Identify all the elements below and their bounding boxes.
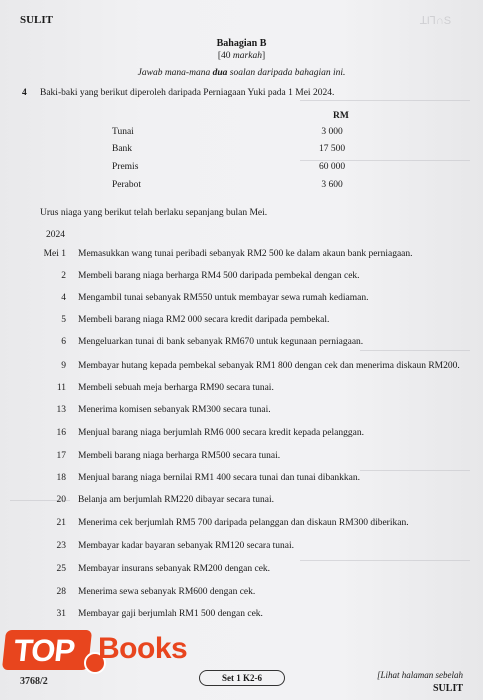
transaction-date: 20	[56, 495, 66, 505]
transaction-text: Menjual barang niaga bernilai RM1 400 secara tunai dan tunai dibankkan.	[78, 473, 361, 483]
transaction-text: Menjual barang niaga berjumlah RM6 000 secara kredit kepada pelanggan.	[78, 428, 364, 438]
balance-row	[112, 180, 362, 194]
transaction-date: 11	[56, 383, 66, 393]
transaction-text: Membayar kadar bayaran sebanyak RM120 secara tunai.	[78, 541, 295, 551]
next-page-note: [Lihat halaman sebelah	[376, 670, 463, 680]
transaction-row	[30, 495, 470, 509]
transaction-text: Memasukkan wang tunai peribadi sebanyak RM2 500 ke dalam akaun bank perniagaan.	[78, 249, 413, 259]
transaction-row	[30, 564, 470, 578]
balance-row	[112, 144, 362, 158]
transaction-date: 9	[61, 361, 66, 371]
transaction-date: 28	[56, 587, 66, 597]
transaction-date: 21	[56, 518, 66, 528]
transaction-date: 2	[61, 271, 66, 281]
transaction-row	[30, 473, 470, 487]
transaction-date: 17	[56, 451, 66, 461]
logo-books-text: Books	[98, 632, 188, 665]
transaction-row	[30, 541, 470, 555]
transaction-date: 4	[61, 293, 66, 303]
show-through-line	[300, 160, 470, 161]
transaction-row	[30, 609, 470, 623]
section-marks: [40 markah]	[217, 51, 266, 61]
question-text: Baki-baki yang berikut diperoleh daripada Perniagaan Yuki pada 1 Mei 2024.	[40, 88, 335, 98]
show-through-line	[300, 100, 470, 101]
transaction-date: 5	[61, 315, 66, 325]
transaction-text: Mengeluarkan tunai di bank sebanyak RM670 untuk kegunaan perniagaan.	[78, 337, 364, 347]
transaction-text: Membeli barang niaga berharga RM500 secara tunai.	[78, 451, 281, 461]
transaction-row	[30, 428, 470, 442]
section-title: Bahagian B	[216, 38, 267, 49]
transaction-row	[30, 405, 470, 419]
transaction-text: Menerima cek berjumlah RM5 700 daripada pelanggan dan diskaun RM300 diberikan.	[78, 518, 409, 528]
transaction-date: 25	[56, 564, 66, 574]
classification-label-bottom: SULIT	[432, 683, 463, 694]
transaction-row	[30, 518, 470, 532]
show-through-text: ꓕIꓶ∩S	[420, 15, 452, 27]
transactions-intro: Urus niaga yang berikut telah berlaku sepanjang bulan Mei.	[40, 208, 268, 218]
balance-row	[112, 162, 362, 176]
balance-header: RM	[333, 111, 349, 121]
paper-code: 3768/2	[20, 676, 48, 687]
show-through-line	[300, 560, 470, 561]
transaction-row	[30, 361, 470, 375]
transaction-text: Membayar gaji berjumlah RM1 500 dengan cek.	[78, 609, 263, 619]
transaction-row	[30, 587, 470, 601]
balance-name: Premis	[112, 162, 139, 172]
transaction-text: Membayar hutang kepada pembekal sebanyak RM1 800 dengan cek dan menerima diskaun RM200.	[78, 361, 460, 371]
transaction-text: Mengambil tunai sebanyak RM550 untuk membayar sewa rumah kediaman.	[78, 293, 369, 303]
transaction-date: Mei 1	[43, 249, 66, 259]
transaction-text: Membeli barang niaga berharga RM4 500 daripada pembekal dengan cek.	[78, 271, 360, 281]
show-through-line	[360, 470, 470, 471]
balance-amount: 17 500	[318, 144, 346, 154]
balance-name: Perabot	[112, 180, 142, 190]
transaction-text: Belanja am berjumlah RM220 dibayar secara tunai.	[78, 495, 275, 505]
balance-amount: 3 000	[321, 127, 343, 137]
section-instruction: Jawab mana-mana dua soalan daripada bahagian ini.	[137, 68, 346, 78]
question-number: 4	[22, 88, 27, 98]
logo-top-block	[2, 630, 92, 670]
transaction-date: 13	[56, 405, 66, 415]
transaction-row	[30, 271, 470, 285]
topbooks-watermark-logo	[0, 630, 188, 674]
balance-name: Tunai	[112, 127, 134, 137]
balance-amount: 3 600	[321, 180, 343, 190]
transaction-text: Menerima komisen sebanyak RM300 secara tunai.	[78, 405, 271, 415]
set-label-box: Set 1 K2-6	[199, 670, 285, 686]
transaction-row	[30, 249, 470, 263]
transaction-row	[30, 451, 470, 465]
transaction-date: 31	[56, 609, 66, 619]
transaction-text: Membayar insurans sebanyak RM200 dengan cek.	[78, 564, 271, 574]
transaction-date: 23	[56, 541, 66, 551]
logo-top-text: TOP	[12, 633, 76, 668]
transaction-date: 6	[61, 337, 66, 347]
transaction-text: Membeli sebuah meja berharga RM90 secara tunai.	[78, 383, 274, 393]
transaction-row	[30, 315, 470, 329]
balance-name: Bank	[112, 144, 133, 154]
transaction-row	[30, 337, 470, 351]
balance-row	[112, 127, 362, 141]
transaction-row	[30, 293, 470, 307]
classification-label: SULIT	[20, 14, 54, 26]
balance-amount: 60 000	[318, 162, 346, 172]
transaction-date: 16	[56, 428, 66, 438]
transaction-row	[30, 383, 470, 397]
transaction-text: Menerima sewa sebanyak RM600 dengan cek.	[78, 587, 256, 597]
transactions-year: 2024	[46, 230, 65, 240]
transaction-text: Membeli barang niaga RM2 000 secara kredit daripada pembekal.	[78, 315, 330, 325]
transaction-date: 18	[56, 473, 66, 483]
